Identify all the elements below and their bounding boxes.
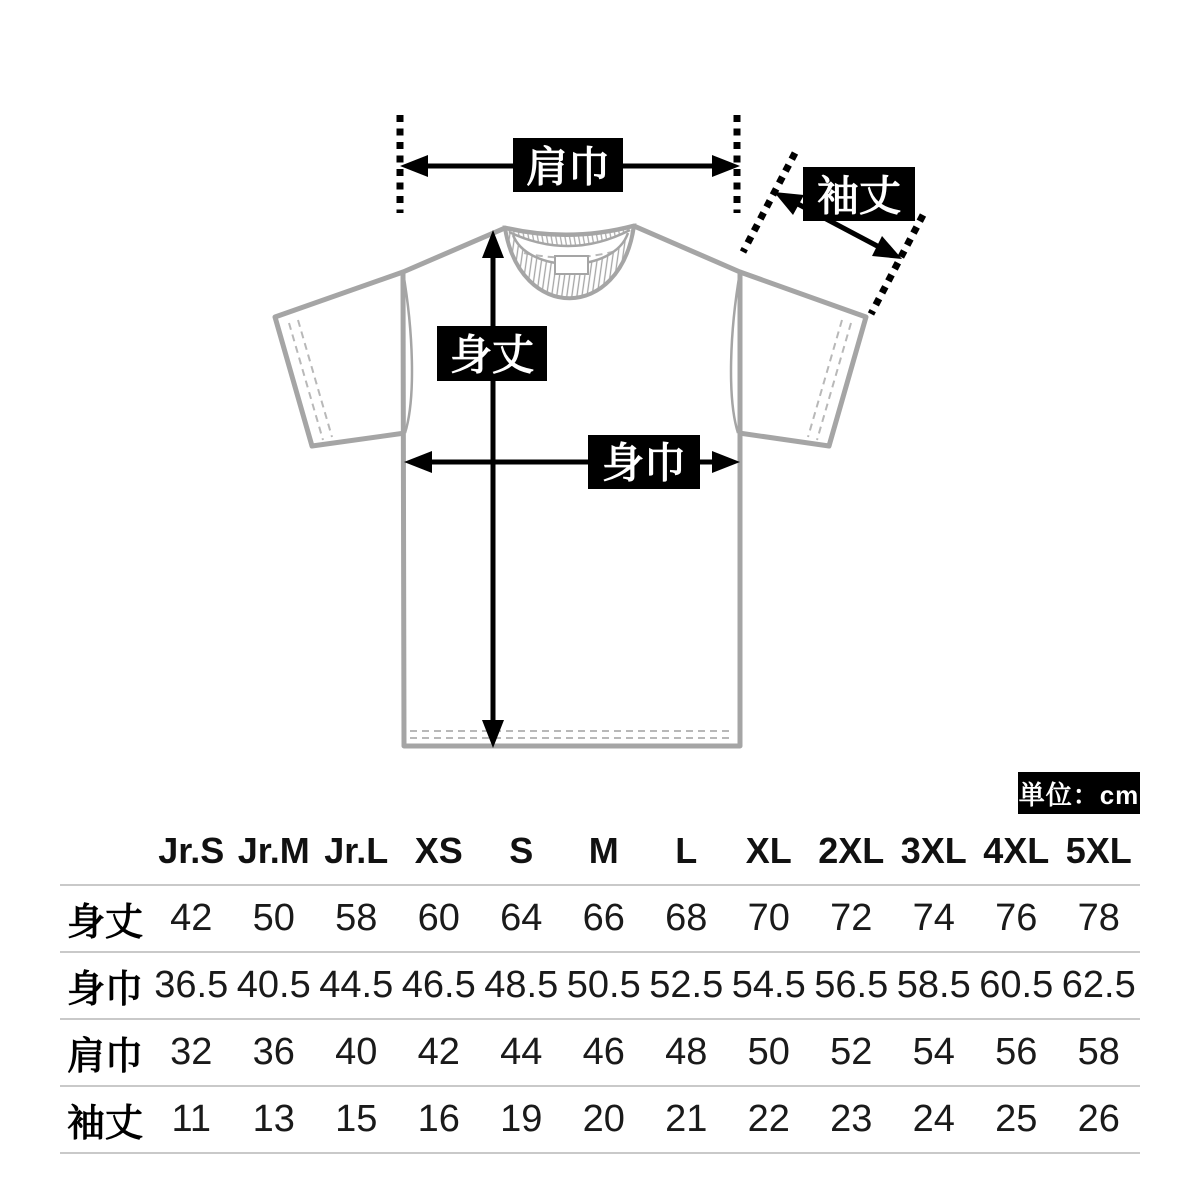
cell: 78 bbox=[1077, 897, 1120, 939]
col-header: XS bbox=[414, 830, 463, 871]
col-header: L bbox=[675, 830, 698, 871]
col-header: Jr.S bbox=[158, 830, 225, 871]
cell: 21 bbox=[665, 1098, 708, 1140]
cell: 42 bbox=[417, 1031, 460, 1073]
cell: 54 bbox=[912, 1031, 955, 1073]
cell: 56.5 bbox=[814, 964, 889, 1006]
cell: 42 bbox=[170, 897, 213, 939]
cell: 36 bbox=[252, 1031, 295, 1073]
cell: 16 bbox=[417, 1098, 460, 1140]
row-label: 身巾 bbox=[66, 969, 143, 1011]
right-sleeve bbox=[739, 272, 866, 446]
shoulder-width-annotation bbox=[400, 115, 740, 213]
row-label: 袖丈 bbox=[66, 1103, 143, 1145]
cell: 46 bbox=[582, 1031, 625, 1073]
unit-badge: 単位：cm bbox=[1018, 772, 1140, 814]
body-width-label: 身巾 bbox=[601, 439, 687, 487]
cell: 44.5 bbox=[319, 964, 394, 1006]
cell: 50 bbox=[252, 897, 295, 939]
col-header: 5XL bbox=[1065, 830, 1132, 871]
cell: 40 bbox=[335, 1031, 378, 1073]
cell: 20 bbox=[582, 1098, 625, 1140]
cell: 22 bbox=[747, 1098, 790, 1140]
table-row bbox=[60, 953, 1140, 1020]
row-label: 肩巾 bbox=[66, 1036, 143, 1078]
cell: 62.5 bbox=[1061, 964, 1136, 1006]
col-header: 2XL bbox=[818, 830, 885, 871]
cell: 64 bbox=[500, 897, 543, 939]
cell: 52 bbox=[830, 1031, 873, 1073]
cell: 13 bbox=[252, 1098, 295, 1140]
body-length-label: 身丈 bbox=[449, 331, 535, 379]
shoulder-width-label: 肩巾 bbox=[525, 143, 611, 191]
arrowhead-left bbox=[400, 155, 428, 177]
cell: 58 bbox=[1077, 1031, 1120, 1073]
table-row bbox=[60, 1020, 1140, 1087]
cell: 48 bbox=[665, 1031, 708, 1073]
arrowhead-lower bbox=[872, 236, 902, 259]
table-row bbox=[60, 886, 1140, 953]
cell: 50.5 bbox=[566, 964, 641, 1006]
cell: 19 bbox=[500, 1098, 543, 1140]
cell: 36.5 bbox=[154, 964, 229, 1006]
cell: 72 bbox=[830, 897, 873, 939]
cell: 23 bbox=[830, 1098, 873, 1140]
cell: 26 bbox=[1077, 1098, 1120, 1140]
col-header: XL bbox=[745, 830, 792, 871]
col-header: 4XL bbox=[983, 830, 1050, 871]
cell: 60.5 bbox=[979, 964, 1054, 1006]
row-label: 身丈 bbox=[66, 902, 143, 944]
col-header: Jr.M bbox=[237, 830, 310, 871]
cell: 40.5 bbox=[236, 964, 311, 1006]
cell: 54.5 bbox=[731, 964, 806, 1006]
cell: 50 bbox=[747, 1031, 790, 1073]
left-sleeve bbox=[275, 272, 405, 446]
cell: 11 bbox=[171, 1098, 211, 1140]
col-header: S bbox=[509, 830, 534, 871]
cell: 58 bbox=[335, 897, 378, 939]
cell: 60 bbox=[417, 897, 460, 939]
brand-tag bbox=[555, 256, 588, 274]
size-table bbox=[60, 818, 1140, 1154]
cell: 48.5 bbox=[484, 964, 559, 1006]
cell: 68 bbox=[665, 897, 708, 939]
sleeve-length-label: 袖丈 bbox=[816, 172, 902, 220]
cell: 70 bbox=[747, 897, 790, 939]
tshirt-outline bbox=[275, 226, 866, 746]
cell: 24 bbox=[912, 1098, 955, 1140]
sleeve-guide-lower bbox=[871, 215, 923, 314]
cell: 76 bbox=[995, 897, 1038, 939]
cell: 58.5 bbox=[896, 964, 971, 1006]
cell: 74 bbox=[912, 897, 955, 939]
cell: 32 bbox=[170, 1031, 213, 1073]
col-header: M bbox=[588, 830, 619, 871]
cell: 44 bbox=[500, 1031, 543, 1073]
cell: 52.5 bbox=[649, 964, 724, 1006]
table-row bbox=[60, 1087, 1140, 1154]
cell: 25 bbox=[995, 1098, 1038, 1140]
cell: 46.5 bbox=[401, 964, 476, 1006]
cell: 66 bbox=[582, 897, 625, 939]
col-header: 3XL bbox=[900, 830, 967, 871]
cell: 56 bbox=[995, 1031, 1038, 1073]
cell: 15 bbox=[335, 1098, 378, 1140]
table-header-row bbox=[60, 818, 1140, 886]
col-header: Jr.L bbox=[324, 830, 389, 871]
